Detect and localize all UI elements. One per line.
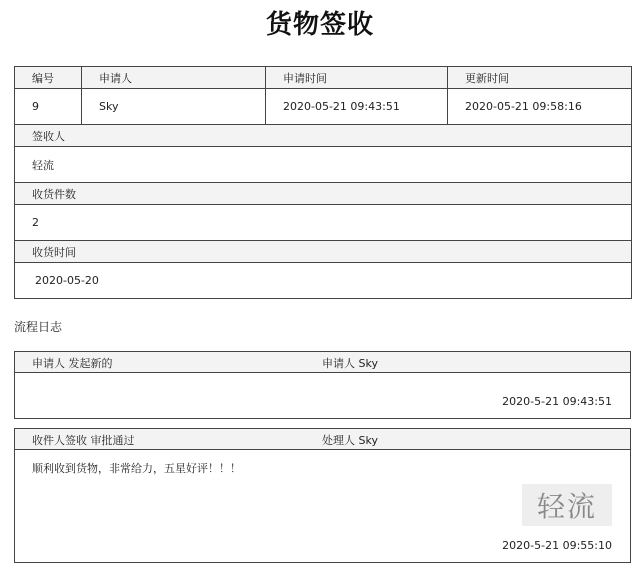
value-id: 9	[15, 89, 82, 125]
header-apply-time: 申请时间	[266, 67, 448, 89]
log-time: 2020-5-21 09:55:10	[502, 539, 612, 552]
value-apply-time: 2020-05-21 09:43:51	[266, 89, 448, 125]
header-id: 编号	[15, 67, 82, 89]
log-entry	[14, 351, 631, 419]
recv-time-value: 2020-05-20	[15, 263, 632, 299]
header-update-time: 更新时间	[448, 67, 632, 89]
signer-label: 签收人	[15, 125, 632, 147]
value-update-time: 2020-05-21 09:58:16	[448, 89, 632, 125]
count-value: 2	[15, 205, 632, 241]
log-handler: 处理人 Sky	[322, 434, 378, 447]
signer-value: 轻流	[15, 147, 632, 183]
log-step: 申请人 发起新的	[32, 357, 113, 370]
info-table	[14, 66, 632, 299]
recv-time-label: 收货时间	[15, 241, 632, 263]
log-handler: 申请人 Sky	[322, 357, 378, 370]
log-time: 2020-5-21 09:43:51	[502, 395, 612, 408]
page-title: 货物签收	[265, 10, 374, 40]
value-applicant: Sky	[82, 89, 266, 125]
log-entry-header	[15, 352, 630, 373]
count-label: 收货件数	[15, 183, 632, 205]
log-entry-header	[15, 429, 630, 450]
signature-image: 轻流	[522, 484, 612, 526]
log-step: 收件人签收 审批通过	[32, 434, 135, 447]
log-comment: 顺利收到货物，非常给力，五星好评！！！	[32, 462, 241, 475]
log-entry	[14, 428, 631, 563]
header-applicant: 申请人	[82, 67, 266, 89]
log-title: 流程日志	[14, 320, 63, 334]
